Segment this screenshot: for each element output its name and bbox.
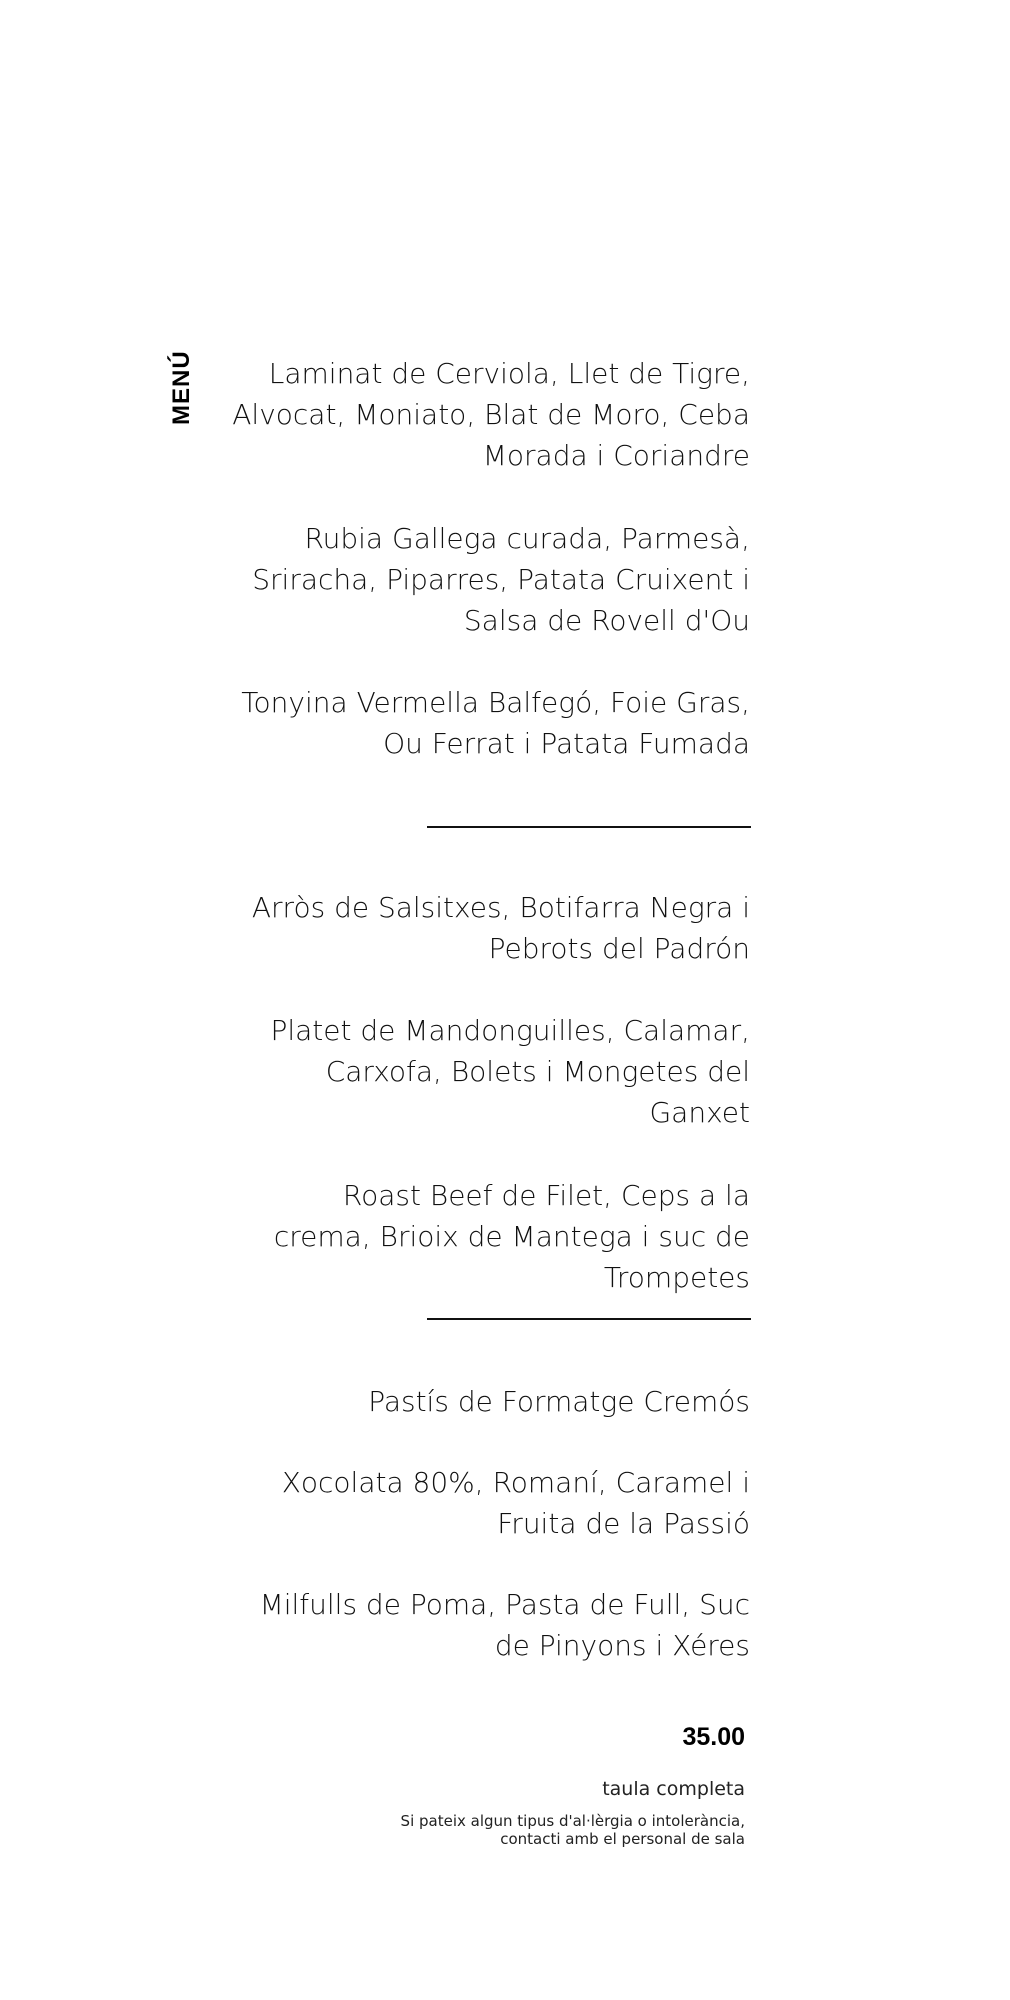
section-divider [427,826,751,828]
allergy-note: Si pateix algun tipus d'al·lèrgia o intolerància, contacti amb el personal de sala [400,1812,745,1848]
dish-item: Laminat de Cerviola, Llet de Tigre, Alvocat, Moniato, Blat de Moro, Ceba Morada i Coriandre [232,357,750,472]
dish-item: Arròs de Salsitxes, Botifarra Negra i Pebrots del Padrón [251,891,750,965]
section-divider [427,1318,751,1320]
dish-item: Tonyina Vermella Balfegó, Foie Gras, Ou Ferrat i Patata Fumada [241,686,750,760]
dessert-item: Xocolata 80%, Romaní, Caramel i Fruita de la Passió [281,1466,750,1540]
menu-title: MENÚ [168,350,195,425]
price-note: taula completa [602,1778,745,1800]
dish-item: Platet de Mandonguilles, Calamar, Carxofa, Bolets i Mongetes del Ganxet [270,1014,750,1129]
dessert-item: Pastís de Formatge Cremós [368,1385,750,1418]
dish-item: Roast Beef de Filet, Ceps a la crema, Brioix de Mantega i suc de Trompetes [273,1179,750,1294]
menu-price: 35.00 [682,1723,745,1751]
dessert-item: Milfulls de Poma, Pasta de Full, Suc de Pinyons i Xéres [259,1588,750,1662]
dish-item: Rubia Gallega curada, Parmesà, Sriracha, Piparres, Patata Cruixent i Salsa de Rovell d'Ou [252,522,750,637]
